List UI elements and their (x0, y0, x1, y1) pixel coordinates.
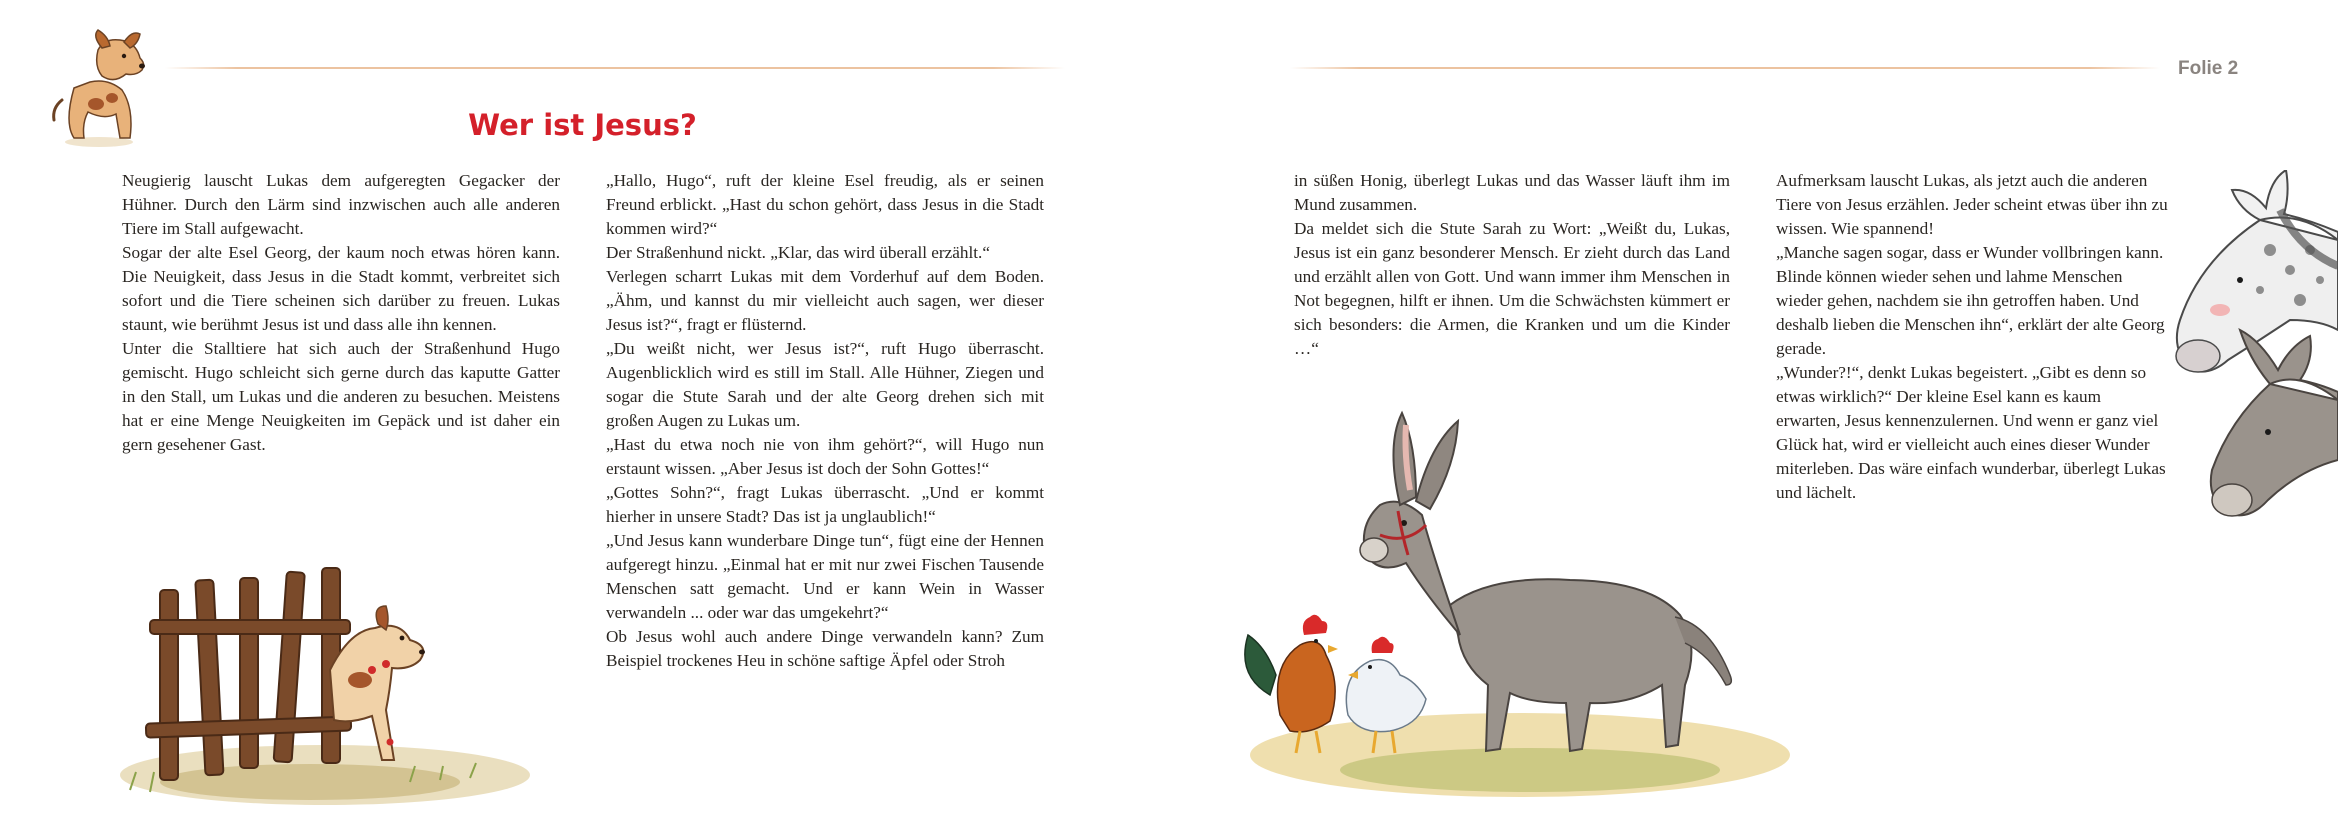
paragraph: „Du weißt nicht, wer Jesus ist?“, ruft Hugo überrascht. Augenblicklich wird es still im Stall. Alle Hühner, Ziegen und sogar die Stute Sarah und der alte Georg drehen sich mit großen Augen zu Lukas um. (606, 339, 1044, 430)
paragraph: „Hallo, Hugo“, ruft der kleine Esel freudig, als er seinen Freund erblickt. „Hast du schon gehört, dass Jesus in die Stadt kommen wird?“ (606, 171, 1044, 238)
text-column-3 (1294, 169, 1730, 361)
paragraph: Der Straßenhund nickt. „Klar, das wird überall erzählt.“ (606, 243, 990, 262)
header-divider-right (1290, 67, 2160, 69)
dog-at-fence-illustration (110, 520, 540, 810)
header-divider-left (165, 67, 1065, 69)
paragraph: Verlegen scharrt Lukas mit dem Vorderhuf auf dem Boden. „Ähm, und kannst du mir vielleicht auch sagen, wer dieser Jesus ist?“, fragt er flüsternd. (606, 267, 1044, 334)
horse-and-donkey-heads-illustration (2100, 170, 2338, 550)
paragraph: Ob Jesus wohl auch andere Dinge verwandeln kann? Zum Beispiel trockenes Heu in schöne saftige Äpfel oder Stroh (606, 627, 1044, 670)
paragraph: Sogar der alte Esel Georg, der kaum noch etwas hören kann. Die Neuigkeit, dass Jesus in die Stadt kommt, verbreitet sich sofort und die Tiere scheinen sich darüber zu freuen. Lukas staunt, wie berühmt Jesus ist und dass alle ihn kennen. (122, 243, 560, 334)
page-title: Wer ist Jesus? (468, 108, 697, 142)
paragraph: „Hast du etwa noch nie von ihm gehört?“, will Hugo nun erstaunt wissen. „Aber Jesus ist doch der Sohn Gottes!“ (606, 435, 1044, 478)
paragraph: „Gottes Sohn?“, fragt Lukas überrascht. „Und er kommt hierher in unsere Stadt? Das ist ja unglaublich!“ (606, 483, 1044, 526)
paragraph: Aufmerksam lauscht Lukas, als jetzt auch die anderen Tiere von Jesus erzählen. Jeder scheint etwas über ihn zu wissen. Wie spannend! (1776, 171, 2168, 238)
donkey-and-chickens-illustration (1230, 385, 1800, 815)
dog-icon (44, 28, 154, 150)
paragraph: Neugierig lauscht Lukas dem aufgeregten Gegacker der Hühner. Durch den Lärm sind inzwischen auch alle anderen Tiere im Stall aufgewacht. (122, 171, 560, 238)
paragraph: „Manche sagen sogar, dass er Wunder vollbringen kann. Blinde können wieder sehen und lahme Menschen wieder gehen, nachdem sie ihn getroffen haben. Und deshalb lieben die Menschen ihn“, erklärt der alte Georg gerade. (1776, 243, 2165, 358)
paragraph: in süßen Honig, überlegt Lukas und das Wasser läuft ihm im Mund zusammen. (1294, 171, 1730, 214)
text-column-2 (606, 169, 1044, 673)
paragraph: „Und Jesus kann wunderbare Dinge tun“, fügt eine der Hennen aufgeregt hinzu. „Einmal hat er mit nur zwei Fischen Tausende Menschen satt gemacht. Und er kann Wein in Wasser verwandeln ... oder war das umgekehrt?“ (606, 531, 1044, 622)
paragraph: Da meldet sich die Stute Sarah zu Wort: „Weißt du, Lukas, Jesus ist ein ganz besonderer Mensch. Er zieht durch das Land und erzählt allen von Gott. Und wann immer ihm Menschen in Not begegnen, hilft er ihnen. Um die Schwächsten kümmert er sich besonders: die Armen, die Kranken und um die Kinder …“ (1294, 219, 1730, 358)
slide-label: Folie 2 (2178, 58, 2239, 79)
paragraph: Unter die Stalltiere hat sich auch der Straßenhund Hugo gemischt. Hugo schleicht sich gerne durch das kaputte Gatter in den Stall, um Lukas und die anderen zu besuchen. Meistens hat er eine Menge Neuigkeiten im Gepäck und ist daher ein gern gesehener Gast. (122, 339, 560, 454)
paragraph: „Wunder?!“, denkt Lukas begeistert. „Gibt es denn so etwas wirklich?“ Der kleine Esel kann es kaum erwarten, Jesus kennenzulernen. Und wenn er ganz viel Glück hat, wird er vielleicht auch eines dieser Wunder miterleben. Das wäre einfach wunderbar, überlegt Lukas und lächelt. (1776, 363, 2166, 502)
text-column-1 (122, 169, 560, 457)
